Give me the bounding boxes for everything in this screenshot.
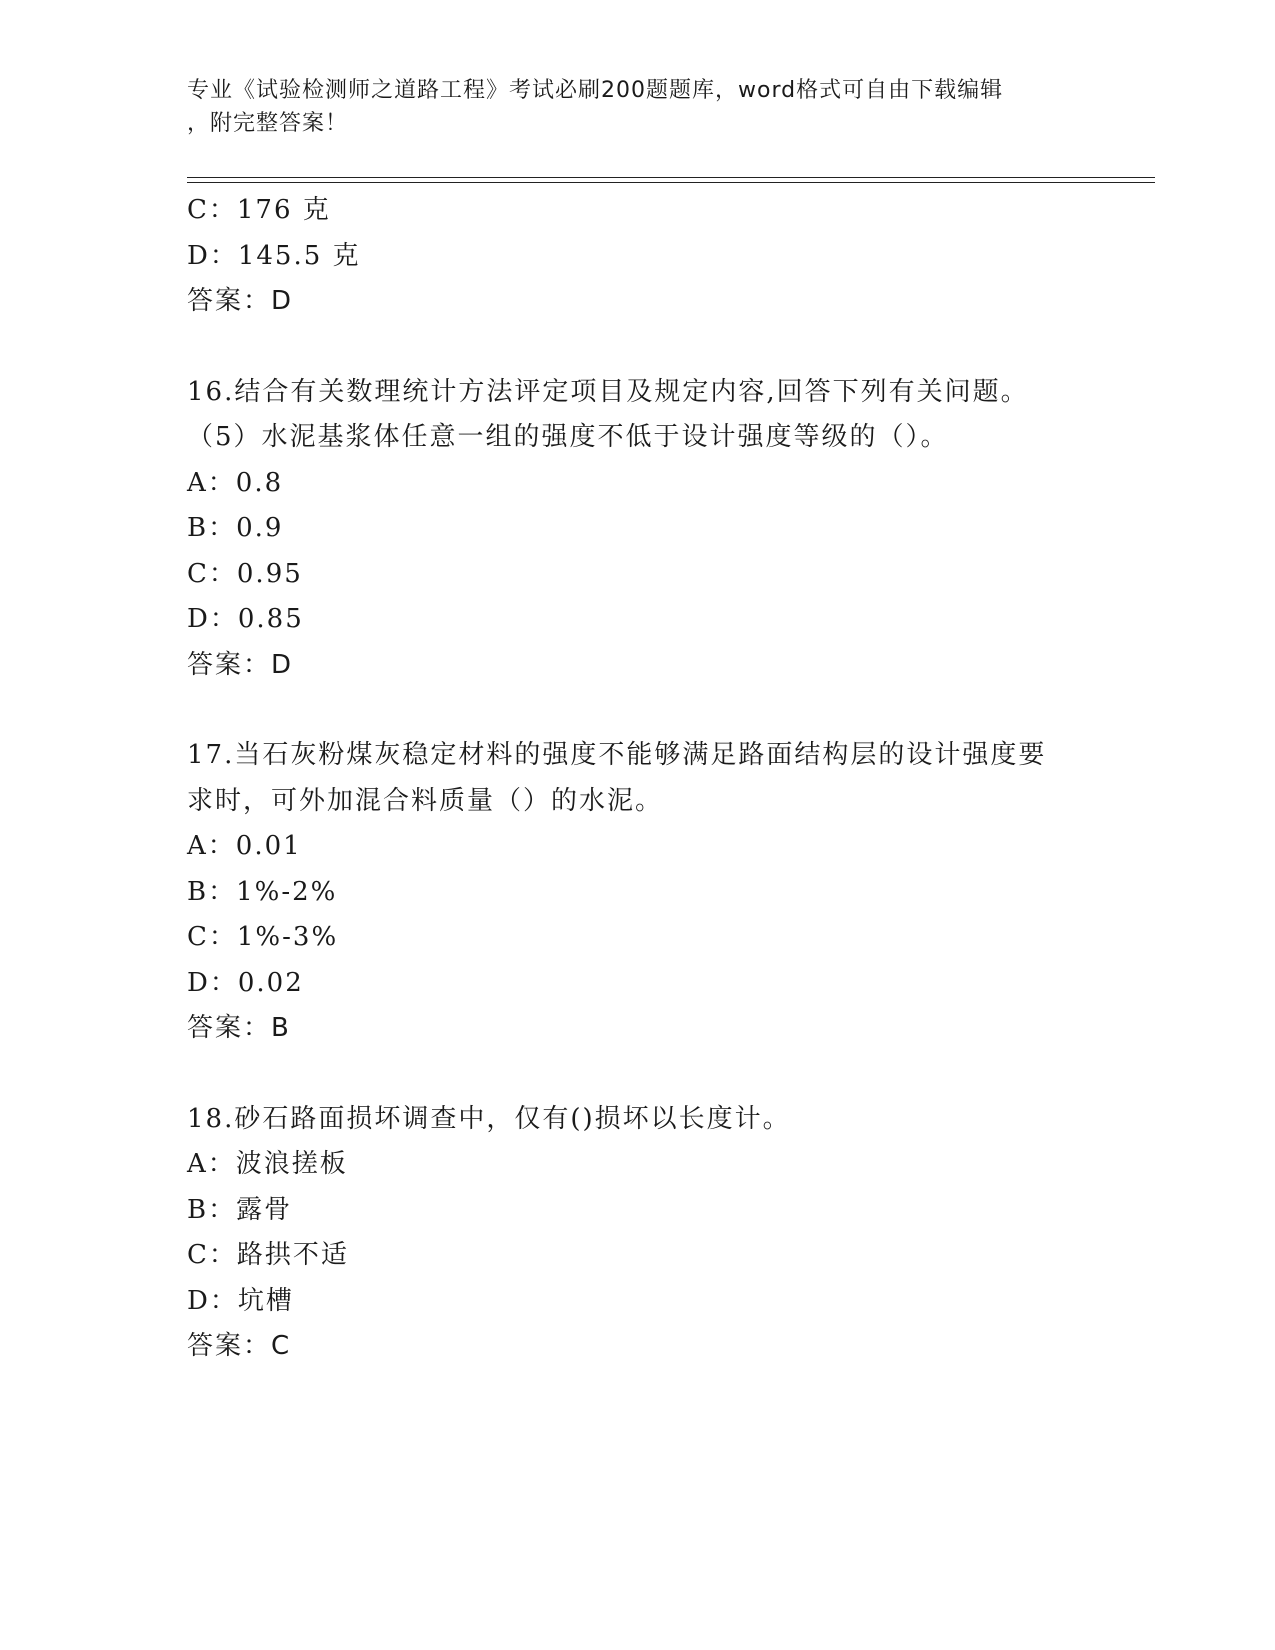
option-c: C：0.95 [187, 558, 303, 589]
question-text: 18.砂石路面损坏调查中，仅有()损坏以长度计。 [187, 1103, 791, 1134]
answer-line: 答案：D [187, 649, 294, 680]
option-a: A：0.01 [187, 831, 302, 861]
option-d: D：0.85 [187, 604, 304, 634]
question-16 [187, 370, 1147, 689]
option-c: C：1%-3% [187, 922, 339, 952]
option-d: D：145.5 克 [187, 240, 361, 271]
header-rule-top [187, 177, 1155, 178]
option-b: B：0.9 [187, 513, 284, 543]
answer-line: 答案：D [187, 286, 294, 316]
spacer [187, 1052, 1147, 1097]
option-c: C：176 克 [187, 195, 331, 225]
option-b: B：露骨 [187, 1194, 293, 1225]
question-18 [187, 1097, 1147, 1370]
question-text-continued: （5）水泥基浆体任意一组的强度不低于设计强度等级的（）。 [187, 422, 949, 452]
question-15-continued [187, 188, 1147, 325]
option-a: A：0.8 [187, 467, 284, 498]
question-text: 16.结合有关数理统计方法评定项目及规定内容,回答下列有关问题。 [187, 376, 1029, 407]
answer-line: 答案：B [187, 1013, 291, 1043]
question-list [187, 188, 1147, 1370]
document-header [187, 74, 1087, 140]
option-d: D：坑槽 [187, 1285, 294, 1316]
spacer [187, 325, 1147, 370]
question-17 [187, 733, 1147, 1052]
question-text: 17.当石灰粉煤灰稳定材料的强度不能够满足路面结构层的设计强度要 [187, 740, 1047, 770]
header-rule-bottom [187, 182, 1155, 183]
option-c: C：路拱不适 [187, 1240, 349, 1270]
spacer [187, 688, 1147, 733]
question-text-continued: 求时，可外加混合料质量（）的水泥。 [187, 785, 664, 816]
option-d: D：0.02 [187, 967, 304, 998]
header-line-1: 专业《试验检测师之道路工程》考试必刷200题题库，word格式可自由下载编辑 [187, 78, 1004, 103]
header-line-2: ，附完整答案！ [187, 111, 349, 136]
option-a: A：波浪搓板 [187, 1149, 348, 1179]
answer-line: 答案：C [187, 1331, 292, 1361]
option-b: B：1%-2% [187, 876, 338, 907]
